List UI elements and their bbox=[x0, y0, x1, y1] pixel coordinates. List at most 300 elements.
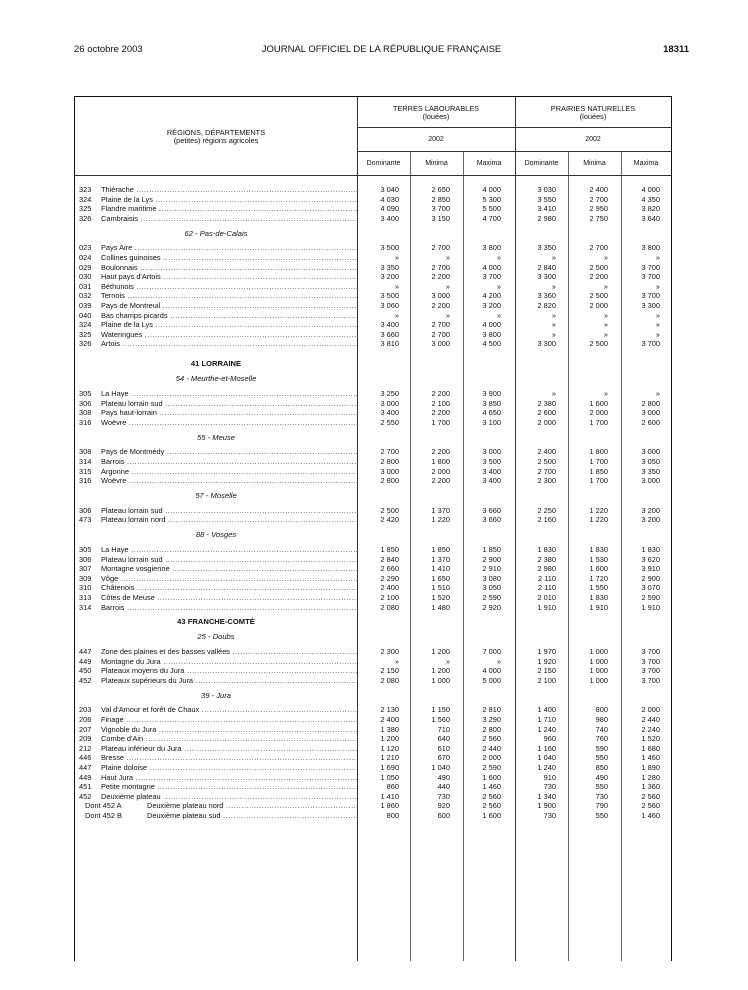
value-cell: 3 200 bbox=[482, 301, 501, 310]
region-name bbox=[101, 389, 357, 399]
value-cell: 1 410 bbox=[380, 791, 399, 801]
value-cell: 2 000 bbox=[537, 417, 556, 427]
region-code: 449 bbox=[79, 772, 92, 782]
value-cell: » bbox=[394, 281, 399, 291]
region-name-text: Deuxième plateau nord bbox=[147, 801, 224, 811]
value-cell: 2 820 bbox=[537, 301, 556, 310]
region-code: 306 bbox=[79, 505, 92, 515]
value-cell: 3 660 bbox=[380, 329, 399, 339]
table-row bbox=[75, 506, 671, 516]
table-row bbox=[75, 715, 671, 725]
value-cell: 3 400 bbox=[380, 213, 399, 223]
value-cell: 1 370 bbox=[431, 554, 450, 564]
region-name-text: Barrois bbox=[101, 457, 125, 466]
region-name-text: Ternois bbox=[101, 291, 125, 301]
department-heading: 57 - Moselle bbox=[195, 491, 237, 500]
value-cell: 3 800 bbox=[482, 243, 501, 253]
region-code: 039 bbox=[79, 301, 92, 310]
value-cell: 3 660 bbox=[482, 515, 501, 525]
value-cell: 2 700 bbox=[380, 447, 399, 457]
region-name bbox=[101, 457, 357, 467]
value-cell: 2 150 bbox=[537, 666, 556, 676]
region-name-text: Montagne du Jura bbox=[101, 656, 161, 666]
department-heading: 88 - Vosges bbox=[195, 530, 237, 540]
value-cell: 4 000 bbox=[482, 262, 501, 272]
value-cell: 2 700 bbox=[431, 262, 450, 272]
region-name-text: Pays de Montmédy bbox=[101, 447, 165, 457]
region-name-text: Plateau lorrain sud bbox=[101, 505, 163, 515]
value-cell: 920 bbox=[437, 801, 450, 811]
value-cell: 2 800 bbox=[380, 457, 399, 466]
region-name bbox=[101, 763, 357, 773]
value-cell: 1 920 bbox=[537, 656, 556, 666]
table-row bbox=[75, 185, 671, 195]
value-cell: 3 000 bbox=[380, 466, 399, 476]
value-cell: 1 160 bbox=[537, 743, 556, 753]
region-code: 316 bbox=[79, 476, 92, 486]
value-cell: 980 bbox=[595, 715, 608, 724]
region-name-text: Cambraisis bbox=[101, 213, 138, 223]
value-cell: 1 220 bbox=[431, 515, 450, 525]
region-code: 451 bbox=[79, 782, 92, 792]
value-cell: » bbox=[603, 281, 608, 291]
value-cell: 1 600 bbox=[482, 811, 501, 820]
value-cell: 3 700 bbox=[482, 272, 501, 282]
region-name bbox=[101, 399, 357, 409]
value-cell: 2 700 bbox=[431, 329, 450, 339]
journal-title: JOURNAL OFFICIEL DE LA RÉPUBLIQUE FRANÇAISE bbox=[261, 44, 502, 55]
table-row bbox=[75, 399, 671, 409]
region-name-text: Bresse bbox=[101, 753, 125, 763]
table-row bbox=[75, 311, 671, 321]
value-cell: » bbox=[394, 310, 399, 320]
region-name-text: Haut Jura bbox=[101, 772, 134, 782]
value-cell: 2 650 bbox=[431, 185, 450, 194]
value-cell: » bbox=[551, 329, 556, 339]
value-cell: 2 800 bbox=[641, 398, 660, 408]
value-cell: 1 560 bbox=[431, 715, 450, 724]
table-row bbox=[75, 603, 671, 613]
department-heading: 39 - Jura bbox=[201, 690, 231, 700]
value-cell: » bbox=[445, 281, 450, 291]
region-name-text: Montagne vosgienne bbox=[101, 564, 170, 574]
value-cell: 1 220 bbox=[589, 515, 608, 525]
value-cell: 2 440 bbox=[641, 715, 660, 724]
value-cell: 1 700 bbox=[589, 476, 608, 486]
value-cell: 610 bbox=[437, 743, 450, 753]
value-cell: 1 910 bbox=[641, 602, 660, 612]
region-code: 040 bbox=[79, 310, 92, 320]
region-name-text: Wateringues bbox=[101, 329, 143, 339]
value-cell: » bbox=[496, 281, 501, 291]
value-cell: 3 350 bbox=[380, 262, 399, 272]
table-row bbox=[75, 564, 671, 574]
region-name bbox=[147, 811, 357, 821]
table-row bbox=[75, 725, 671, 735]
value-cell: 1 000 bbox=[589, 675, 608, 685]
region-name bbox=[101, 564, 357, 574]
table-row bbox=[75, 272, 671, 282]
value-cell: 860 bbox=[386, 782, 399, 792]
region-name bbox=[101, 676, 357, 686]
value-cell: 3 900 bbox=[482, 389, 501, 398]
region-code: 314 bbox=[79, 457, 92, 466]
value-cell: 2 500 bbox=[589, 291, 608, 301]
value-cell: 490 bbox=[437, 772, 450, 782]
value-cell: 1 360 bbox=[641, 782, 660, 792]
value-cell: 800 bbox=[386, 811, 399, 820]
value-cell: 3 500 bbox=[482, 457, 501, 466]
value-cell: 600 bbox=[437, 811, 450, 820]
region-code: 305 bbox=[79, 545, 92, 554]
value-cell: 2 200 bbox=[431, 389, 450, 398]
table-row bbox=[75, 253, 671, 263]
region-name bbox=[101, 291, 357, 301]
table-row bbox=[75, 705, 671, 715]
value-cell: 2 560 bbox=[641, 801, 660, 811]
value-cell: 1 800 bbox=[431, 457, 450, 466]
region-name-text: Woëvre bbox=[101, 476, 127, 486]
region-code: 449 bbox=[79, 656, 92, 666]
value-cell: 3 080 bbox=[482, 573, 501, 583]
value-cell: 2 400 bbox=[537, 447, 556, 457]
value-cell: 3 000 bbox=[641, 447, 660, 457]
value-cell: 3 400 bbox=[380, 408, 399, 418]
region-name-text: Pays Aire bbox=[101, 243, 133, 253]
value-cell: 2 560 bbox=[482, 801, 501, 811]
value-cell: 2 240 bbox=[641, 724, 660, 734]
value-cell: 2 000 bbox=[641, 705, 660, 715]
value-cell: 1 380 bbox=[380, 724, 399, 734]
value-cell: 1 000 bbox=[589, 647, 608, 656]
value-cell: 710 bbox=[437, 724, 450, 734]
region-code: 323 bbox=[79, 185, 92, 194]
value-cell: 1 850 bbox=[589, 466, 608, 476]
value-cell: 2 000 bbox=[482, 753, 501, 763]
value-cell: 4 700 bbox=[482, 213, 501, 223]
region-name-text: Côtes de Meuse bbox=[101, 593, 155, 602]
value-cell: 590 bbox=[595, 743, 608, 753]
value-cell: 1 530 bbox=[589, 554, 608, 564]
value-cell: 3 300 bbox=[537, 272, 556, 282]
value-cell: 3 050 bbox=[482, 583, 501, 593]
value-cell: 3 200 bbox=[641, 515, 660, 525]
region-name-text: Plateaux moyens du Jura bbox=[101, 666, 185, 676]
value-cell: » bbox=[603, 253, 608, 262]
col-maxima: Maxima bbox=[476, 160, 502, 167]
region-name bbox=[101, 593, 357, 603]
table-row bbox=[75, 811, 671, 821]
region-code: 447 bbox=[79, 763, 92, 772]
value-cell: 3 040 bbox=[380, 185, 399, 194]
value-cell: 730 bbox=[437, 791, 450, 801]
value-cell: 3 700 bbox=[641, 666, 660, 676]
value-cell: 2 920 bbox=[482, 602, 501, 612]
value-cell: 2 200 bbox=[431, 301, 450, 310]
region-name bbox=[101, 204, 357, 214]
region-code: 024 bbox=[79, 253, 92, 262]
value-cell: 760 bbox=[595, 734, 608, 744]
header-rule bbox=[357, 127, 671, 128]
region-code: 207 bbox=[79, 724, 92, 734]
table-row bbox=[75, 418, 671, 428]
year-label: 2002 bbox=[585, 136, 601, 143]
value-cell: 3 200 bbox=[380, 272, 399, 282]
value-cell: 2 800 bbox=[482, 724, 501, 734]
region-name bbox=[101, 515, 357, 525]
col-dominante: Dominante bbox=[366, 160, 401, 167]
region-name bbox=[101, 666, 357, 676]
column-rule bbox=[515, 97, 516, 961]
value-cell: 2 810 bbox=[482, 705, 501, 715]
value-cell: 1 910 bbox=[537, 602, 556, 612]
value-cell: 2 200 bbox=[431, 272, 450, 282]
value-cell: 1 550 bbox=[589, 583, 608, 593]
value-cell: » bbox=[551, 320, 556, 330]
value-cell: » bbox=[655, 320, 660, 330]
value-cell: 3 000 bbox=[431, 291, 450, 301]
value-cell: 2 900 bbox=[641, 573, 660, 583]
value-cell: » bbox=[496, 310, 501, 320]
region-name bbox=[101, 311, 357, 321]
value-cell: 2 200 bbox=[431, 408, 450, 418]
value-cell: 4 200 bbox=[482, 291, 501, 301]
table-row bbox=[75, 204, 671, 214]
value-cell: » bbox=[445, 310, 450, 320]
value-cell: 3 360 bbox=[537, 291, 556, 301]
value-cell: 1 200 bbox=[431, 666, 450, 676]
table-row bbox=[75, 476, 671, 486]
table-row bbox=[75, 457, 671, 467]
value-cell: 1 600 bbox=[482, 772, 501, 782]
value-cell: 3 000 bbox=[482, 447, 501, 457]
region-name bbox=[101, 282, 357, 292]
value-cell: 2 130 bbox=[380, 705, 399, 715]
region-name-text: Vôge bbox=[101, 573, 119, 583]
table-row bbox=[75, 763, 671, 773]
value-cell: 3 410 bbox=[537, 204, 556, 214]
region-name-text: Vignoble du Jura bbox=[101, 724, 157, 734]
value-cell: 3 200 bbox=[641, 505, 660, 515]
table-row bbox=[75, 282, 671, 292]
value-cell: 1 860 bbox=[380, 801, 399, 811]
region-code: 032 bbox=[79, 291, 92, 301]
region-name bbox=[101, 555, 357, 565]
value-cell: 1 410 bbox=[431, 564, 450, 574]
value-cell: 1 690 bbox=[380, 763, 399, 772]
table-row bbox=[75, 773, 671, 783]
value-cell: 2 000 bbox=[431, 466, 450, 476]
region-name-text: Plaine de la Lys bbox=[101, 194, 153, 204]
region-name bbox=[101, 214, 357, 224]
value-cell: 2 600 bbox=[537, 408, 556, 418]
value-cell: 3 500 bbox=[380, 243, 399, 253]
value-cell: » bbox=[603, 310, 608, 320]
value-cell: 550 bbox=[595, 811, 608, 820]
value-cell: 3 030 bbox=[537, 185, 556, 194]
region-name bbox=[101, 447, 357, 457]
group-terres-labourables: TERRES LABOURABLES (louées) bbox=[392, 104, 480, 121]
region-code: 309 bbox=[79, 573, 92, 583]
value-cell: » bbox=[655, 253, 660, 262]
table-row bbox=[75, 574, 671, 584]
value-cell: 2 250 bbox=[537, 505, 556, 515]
value-cell: 3 290 bbox=[482, 715, 501, 724]
value-cell: 2 910 bbox=[482, 564, 501, 574]
value-cell: 1 830 bbox=[641, 545, 660, 554]
table-row bbox=[75, 545, 671, 555]
value-cell: 3 300 bbox=[537, 339, 556, 349]
value-cell: 3 620 bbox=[641, 554, 660, 564]
value-cell: 2 100 bbox=[537, 675, 556, 685]
value-cell: 3 640 bbox=[641, 213, 660, 223]
value-cell: 2 400 bbox=[589, 185, 608, 194]
value-cell: 2 590 bbox=[482, 593, 501, 602]
region-code: 315 bbox=[79, 466, 92, 476]
value-cell: 2 200 bbox=[589, 272, 608, 282]
year-label: 2002 bbox=[428, 136, 444, 143]
value-cell: 4 350 bbox=[641, 194, 660, 204]
region-name-text: Deuxième plateau bbox=[101, 791, 161, 801]
region-name-text: Petite montagne bbox=[101, 782, 155, 792]
value-cell: 1 480 bbox=[431, 602, 450, 612]
value-cell: 2 600 bbox=[641, 417, 660, 427]
table-row bbox=[75, 782, 671, 792]
value-cell: 3 350 bbox=[641, 466, 660, 476]
value-cell: 2 840 bbox=[380, 554, 399, 564]
value-cell: 2 100 bbox=[380, 593, 399, 602]
region-name-text: Flandre maritime bbox=[101, 204, 157, 214]
region-code: 203 bbox=[79, 705, 92, 715]
value-cell: 1 280 bbox=[641, 772, 660, 782]
value-cell: 1 650 bbox=[431, 573, 450, 583]
region-name bbox=[101, 782, 357, 792]
region-name bbox=[101, 506, 357, 516]
table-row bbox=[75, 330, 671, 340]
value-cell: 7 000 bbox=[482, 647, 501, 656]
value-cell: 2 500 bbox=[380, 505, 399, 515]
value-cell: » bbox=[603, 320, 608, 330]
value-cell: 1 700 bbox=[431, 417, 450, 427]
value-cell: 3 700 bbox=[641, 272, 660, 282]
region-code: 314 bbox=[79, 602, 92, 612]
region-code: 306 bbox=[79, 398, 92, 408]
value-cell: » bbox=[655, 310, 660, 320]
region-name bbox=[101, 339, 357, 349]
table-row bbox=[75, 320, 671, 330]
region-name bbox=[101, 320, 357, 330]
region-name bbox=[147, 801, 357, 811]
table-row bbox=[75, 214, 671, 224]
region-heading: 41 LORRAINE bbox=[190, 359, 242, 369]
region-name-text: Finage bbox=[101, 715, 124, 724]
value-cell: » bbox=[655, 389, 660, 398]
value-cell: 850 bbox=[595, 763, 608, 772]
region-name-text: Plateau lorrain sud bbox=[101, 554, 163, 564]
region-name bbox=[101, 744, 357, 754]
value-cell: 1 240 bbox=[537, 763, 556, 772]
value-cell: » bbox=[496, 656, 501, 666]
value-cell: 2 300 bbox=[380, 647, 399, 656]
region-name-text: Val d'Amour et forêt de Chaux bbox=[101, 705, 200, 715]
region-name-text: Plateau inférieur du Jura bbox=[101, 743, 182, 753]
table-row bbox=[75, 447, 671, 457]
value-cell: 550 bbox=[595, 782, 608, 792]
region-code: 209 bbox=[79, 734, 92, 744]
table-row bbox=[75, 734, 671, 744]
value-cell: 3 800 bbox=[641, 243, 660, 253]
region-name bbox=[101, 773, 357, 783]
value-cell: 1 200 bbox=[380, 734, 399, 744]
value-cell: 1 900 bbox=[537, 801, 556, 811]
value-cell: 1 830 bbox=[589, 593, 608, 602]
value-cell: 3 550 bbox=[537, 194, 556, 204]
region-code: 206 bbox=[79, 715, 92, 724]
value-cell: 3 500 bbox=[380, 291, 399, 301]
value-cell: 4 000 bbox=[482, 185, 501, 194]
value-cell: 2 380 bbox=[537, 398, 556, 408]
value-cell: 2 700 bbox=[589, 243, 608, 253]
region-code: 452 bbox=[79, 791, 92, 801]
table-row bbox=[75, 515, 671, 525]
value-cell: 1 600 bbox=[589, 564, 608, 574]
region-code: 324 bbox=[79, 194, 92, 204]
value-cell: » bbox=[551, 253, 556, 262]
table-row bbox=[75, 744, 671, 754]
value-cell: 2 100 bbox=[431, 398, 450, 408]
value-cell: 1 400 bbox=[537, 705, 556, 715]
region-code: 452 bbox=[79, 675, 92, 685]
table-row bbox=[75, 243, 671, 253]
value-cell: 3 660 bbox=[482, 505, 501, 515]
value-cell: 5 300 bbox=[482, 194, 501, 204]
region-name bbox=[101, 330, 357, 340]
table-row bbox=[75, 291, 671, 301]
region-name bbox=[101, 476, 357, 486]
region-name-text: Béthunois bbox=[101, 281, 134, 291]
region-name bbox=[101, 408, 357, 418]
value-cell: 4 000 bbox=[641, 185, 660, 194]
region-name-text: Plateaux supérieurs du Jura bbox=[101, 675, 194, 685]
table-row bbox=[75, 555, 671, 565]
value-cell: 1 850 bbox=[482, 545, 501, 554]
table-row bbox=[75, 753, 671, 763]
value-cell: 1 800 bbox=[589, 447, 608, 457]
region-code: 473 bbox=[79, 515, 92, 525]
region-code: 023 bbox=[79, 243, 92, 253]
table-row bbox=[75, 676, 671, 686]
region-name-text: Combe d'Ain bbox=[101, 734, 144, 744]
table-row bbox=[75, 339, 671, 349]
value-cell: 2 150 bbox=[380, 666, 399, 676]
department-heading: 62 - Pas-de-Calais bbox=[184, 228, 248, 238]
value-cell: 2 000 bbox=[589, 301, 608, 310]
region-name-text: Plaine doloise bbox=[101, 763, 148, 772]
region-name-text: La Haye bbox=[101, 389, 129, 398]
value-cell: 4 090 bbox=[380, 204, 399, 214]
value-cell: 1 600 bbox=[589, 398, 608, 408]
value-cell: » bbox=[655, 281, 660, 291]
region-name bbox=[101, 467, 357, 477]
value-cell: 440 bbox=[437, 782, 450, 792]
value-cell: 3 060 bbox=[380, 301, 399, 310]
value-cell: 3 850 bbox=[482, 398, 501, 408]
region-name bbox=[101, 705, 357, 715]
value-cell: 3 050 bbox=[641, 457, 660, 466]
table-row bbox=[75, 792, 671, 802]
value-cell: 3 100 bbox=[482, 417, 501, 427]
value-cell: 910 bbox=[543, 772, 556, 782]
